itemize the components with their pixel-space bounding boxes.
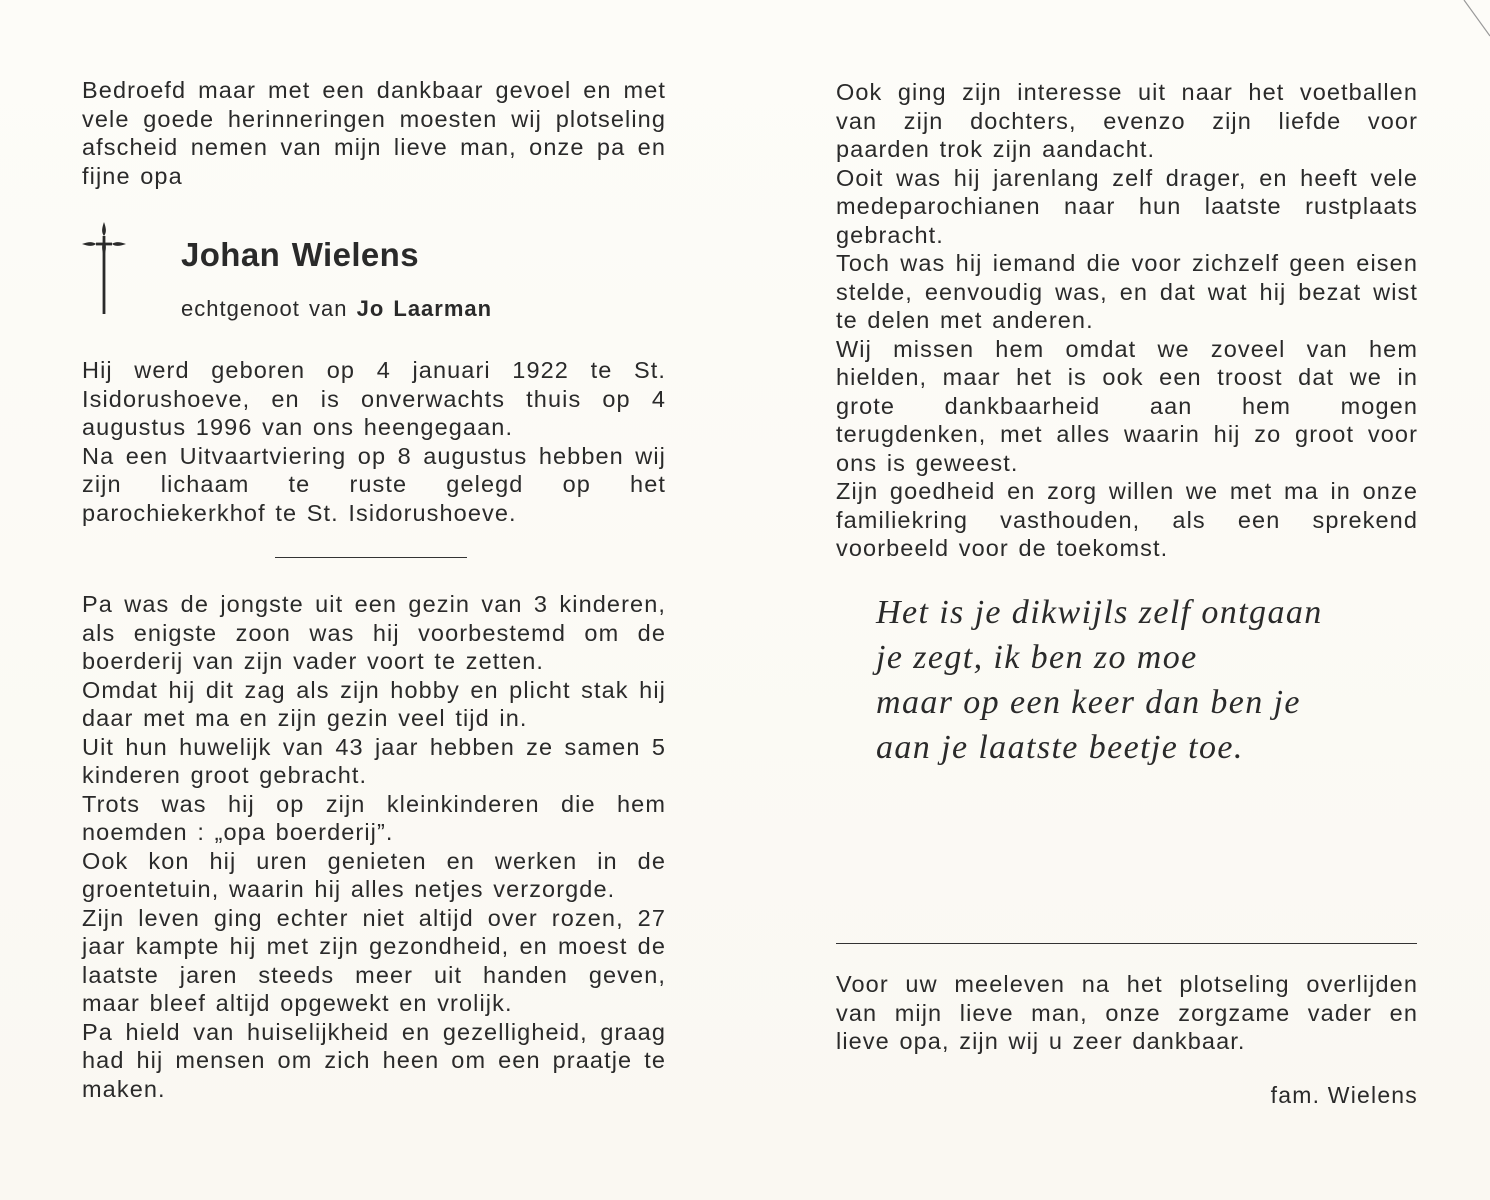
thanks-block xyxy=(836,970,1418,1056)
spouse-prefix: echtgenoot van xyxy=(181,296,348,321)
poem-line: aan je laatste beetje toe. xyxy=(876,729,1244,766)
intro-text: Bedroefd maar met een dankbaar gevoel en met vele goede herinneringen moesten wij plotseling afscheid nemen van mijn lieve man, onze pa en fijne opa xyxy=(82,77,666,189)
cross-icon xyxy=(82,222,126,314)
story-paragraph: Zijn leven ging echter niet altijd over rozen, 27 jaar kampte hij met zijn gezondheid, en moest de laatste jaren steeds meer uit handen geven, maar bleef altijd opgewekt en vrolijk. xyxy=(82,904,666,1016)
deceased-name: Johan Wielens xyxy=(181,236,419,273)
story-paragraph: Ook kon hij uren genieten en werken in de groentetuin, waarin hij alles netjes verzorgde. xyxy=(82,847,666,902)
story-paragraph: Ook ging zijn interesse uit naar het voetballen van zijn dochters, evenzo zijn liefde voor paarden trok zijn aandacht. xyxy=(836,79,1418,162)
poem-line: je zegt, ik ben zo moe xyxy=(876,639,1198,676)
birth-text: Hij werd geboren op 4 januari 1922 te St. Isidorushoeve, en is onverwachts thuis op 4 augustus 1996 van ons heengegaan. xyxy=(82,357,666,440)
spouse-line xyxy=(181,296,492,322)
story-paragraph: Uit hun huwelijk van 43 jaar hebben ze samen 5 kinderen groot gebracht. xyxy=(82,733,666,788)
name-block xyxy=(82,210,666,356)
signature: fam. Wielens xyxy=(1270,1082,1418,1108)
poem-line: maar op een keer dan ben je xyxy=(876,684,1301,721)
spouse-name: Jo Laarman xyxy=(356,296,493,321)
story-paragraph: Toch was hij iemand die voor zichzelf geen eisen stelde, eenvoudig was, en dat wat hij bezat wist te delen met anderen. xyxy=(836,250,1418,333)
story-paragraph: Wij missen hem omdat we zoveel van hem hielden, maar het is ook een troost dat we in grote dankbaarheid aan hem mogen terugdenken, met alles waarin hij zo groot voor ons is geweest. xyxy=(836,335,1418,476)
corner-fold-mark xyxy=(1450,0,1490,40)
poem-line: Het is je dikwijls zelf ontgaan xyxy=(876,594,1323,631)
story-paragraph: Trots was hij op zijn kleinkinderen die hem noemden : „opa boerderij”. xyxy=(82,790,666,845)
divider xyxy=(275,557,467,558)
story-paragraph: Pa was de jongste uit een gezin van 3 kinderen, als enigste zoon was hij voorbestemd om de boerderij van zijn vader voort te zetten. xyxy=(82,591,666,674)
right-column xyxy=(836,78,1418,563)
story-paragraph: Omdat hij dit zag als zijn hobby en plicht stak hij daar met ma en zijn gezin veel tijd in. xyxy=(82,676,666,731)
poem xyxy=(876,590,1436,770)
story-paragraph: Pa hield van huiselijkheid en gezelligheid, graag had hij mensen om zich heen om een praatje te maken. xyxy=(82,1018,666,1102)
story-paragraph: Ooit was hij jarenlang zelf drager, en heeft vele medeparochianen naar hun laatste rustplaats gebracht. xyxy=(836,164,1418,248)
thanks-text: Voor uw meeleven na het plotseling overlijden van mijn lieve man, onze zorgzame vader en lieve opa, zijn wij u zeer dankbaar. xyxy=(836,971,1418,1054)
left-column xyxy=(82,76,666,1103)
funeral-text: Na een Uitvaartviering op 8 augustus hebben wij zijn lichaam te ruste gelegd op het parochiekerkhof te St. Isidorushoeve. xyxy=(82,442,666,526)
divider xyxy=(836,943,1417,944)
story-paragraph: Zijn goedheid en zorg willen we met ma in onze familiekring vasthouden, als een sprekend voorbeeld voor de toekomst. xyxy=(836,478,1418,561)
